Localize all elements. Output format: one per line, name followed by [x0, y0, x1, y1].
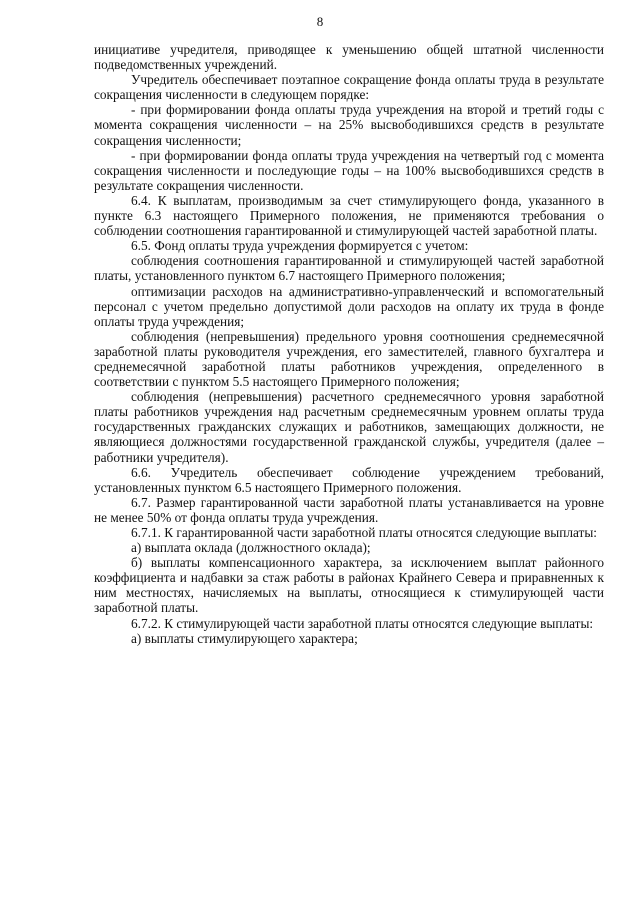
document-body	[94, 42, 604, 646]
paragraph-6-7: 6.7. Размер гарантированной части заработной платы устанавливается на уровне не менее 50% от фонда оплаты труда учреждения.	[94, 494, 604, 525]
paragraph-6-4: 6.4. К выплатам, производимым за счет стимулирующего фонда, указанного в пункте 6.3 настоящего Примерного положения, не применяются требования о соблюдении соотношения гарантированной и стимулирующей частей заработной платы.	[94, 192, 604, 239]
paragraph-6-5-average-salary: соблюдения (непревышения) расчетного среднемесячного уровня заработной платы работников учреждения над расчетным среднемесячным уровнем оплаты труда государственных гражданских служащих и работников, замещающих должности, не являющиеся должностями государственной гражданской службы, учредителя (далее – работники учредителя).	[94, 389, 604, 465]
paragraph-6-7-1-b: б) выплаты компенсационного характера, за исключением выплат районного коэффициента и надбавки за стаж работы в районах Крайнего Севера и приравненных к ним местностях, начисляемых на выплаты, относящиеся к стимулирующей части заработной платы.	[94, 555, 604, 616]
paragraph-6-7-1: 6.7.1. К гарантированной части заработной платы относятся следующие выплаты:	[131, 525, 597, 540]
paragraph-continuation: инициативе учредителя, приводящее к уменьшению общей штатной численности подведомственных учреждений.	[94, 42, 604, 73]
paragraph-year-four: - при формировании фонда оплаты труда учреждения на четвертый год с момента сокращения численности и последующие годы – на 100% высвободившихся средств в результате сокращения численности.	[94, 147, 604, 193]
paragraph-6-7-2: 6.7.2. К стимулирующей части заработной платы относятся следующие выплаты:	[131, 615, 594, 631]
paragraph-6-5-head-salary: соблюдения (непревышения) предельного уровня соотношения среднемесячной заработной платы руководителя учреждения, его заместителей, главного бухгалтера и среднемесячной заработной платы работников учреждения, определенного в соответствии с пунктом 5.5 настоящего Примерного положения;	[94, 328, 604, 390]
paragraph-6-5: 6.5. Фонд оплаты труда учреждения формируется с учетом:	[131, 238, 469, 254]
paragraph-6-5-optimization: оптимизации расходов на административно-управленческий и вспомогательный персонал с учетом предельно допустимой доли расходов на оплату их труда в фонде оплаты труда учреждения;	[94, 283, 604, 329]
paragraph-6-7-1-a: а) выплата оклада (должностного оклада);	[131, 540, 371, 556]
paragraph-6-5-ratio: соблюдения соотношения гарантированной и стимулирующей частей заработной платы, установленного пунктом 6.7 настоящего Примерного положения;	[94, 253, 604, 284]
paragraph-years-two-three: - при формировании фонда оплаты труда учреждения на второй и третий годы с момента сокращения численности – на 25% высвободившихся средств в результате сокращения численности;	[94, 102, 604, 148]
page-number: 8	[316, 14, 324, 29]
paragraph-founder-reduction: Учредитель обеспечивает поэтапное сокращение фонда оплаты труда в результате сокращения численности в следующем порядке:	[94, 72, 604, 103]
paragraph-6-7-2-a: а) выплаты стимулирующего характера;	[131, 630, 358, 646]
paragraph-6-6: 6.6. Учредитель обеспечивает соблюдение учреждением требований, установленных пунктом 6.5 настоящего Примерного положения.	[94, 464, 604, 495]
